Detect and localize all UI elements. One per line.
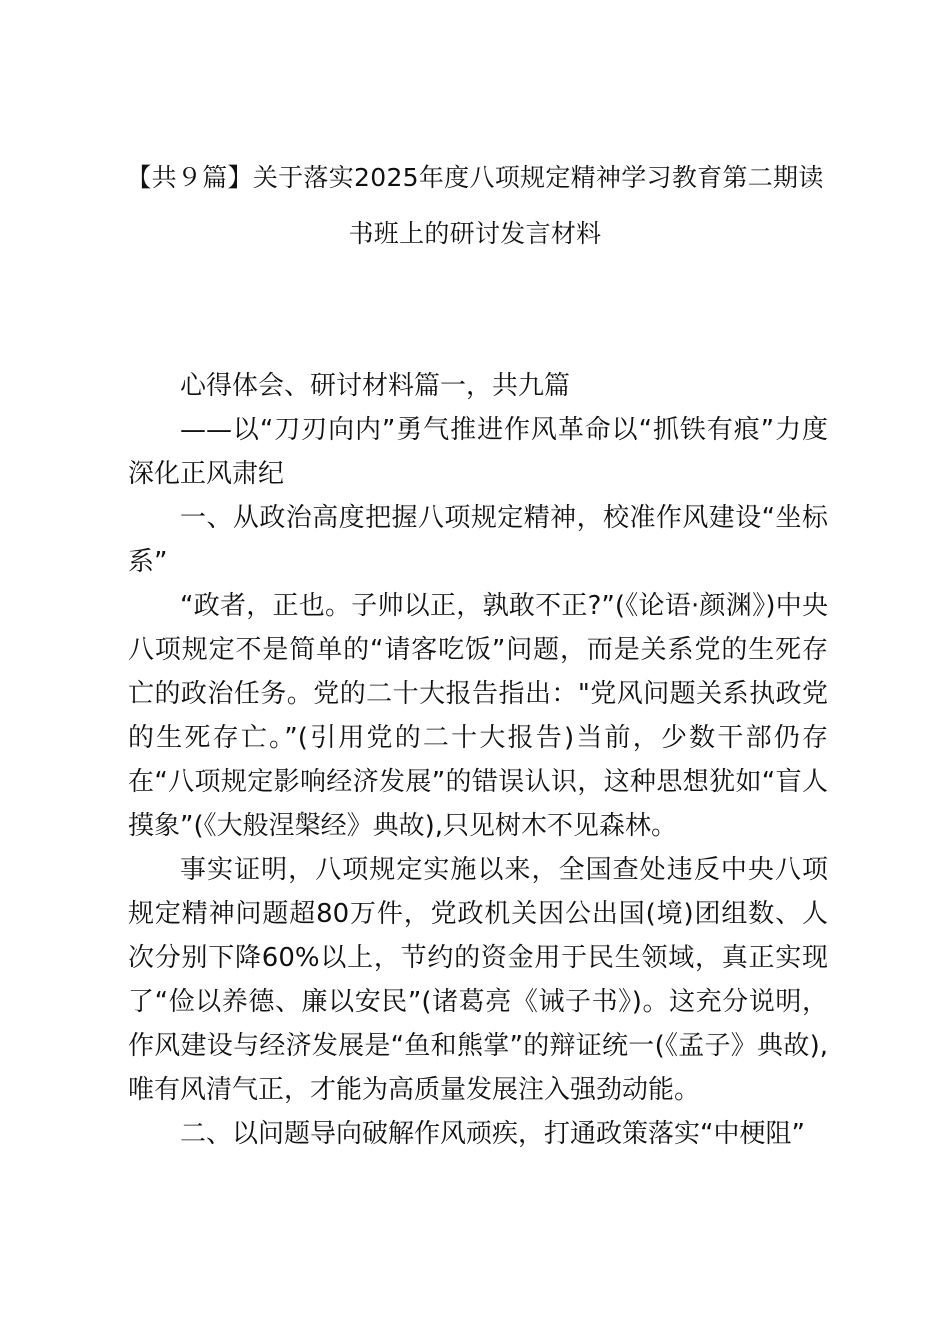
document-body	[128, 364, 828, 1156]
subtitle: ——以“刀刃向内”勇气推进作风革命以“抓铁有痕”力度深化正风肃纪	[128, 415, 828, 489]
document-title: 【共９篇】关于落实2025年度八项规定精神学习教育第二期读书班上的研讨发言材料	[126, 163, 824, 248]
body-paragraph: 事实证明，八项规定实施以来，全国查处违反中央八项规定精神问题超80万件，党政机关因公出国(境)团组数、人次分别下降60%以上，节约的资金用于民生领域，真正实现了“俭以养德、廉以安民”(诸葛亮《诫子书》)。这充分说明，作风建设与经济发展是“鱼和熊掌”的辩证统一(《孟子》典故),唯有风清气正，才能为高质量发展注入强劲动能。	[128, 855, 828, 1105]
series-intro: 心得体会、研讨材料篇一，共九篇	[180, 371, 571, 401]
section-heading-2: 二、以问题导向破解作风顽疾，打通政策落实“中梗阻”	[180, 1119, 805, 1149]
section-heading-1: 一、从政治高度把握八项规定精神，校准作风建设“坐标系”	[128, 503, 828, 577]
body-paragraph: “政者，正也。子帅以正，孰敢不正?”(《论语·颜渊》)中央八项规定不是简单的“请客吃饭”问题，而是关系党的生死存亡的政治任务。党的二十大报告指出："党风问题关系执政党的生死存亡。”(引用党的二十大报告)当前，少数干部仍存在“八项规定影响经济发展”的错误认识，这种思想犹如“盲人摸象”(《大般涅槃经》典故),只见树木不见森林。	[128, 591, 828, 841]
